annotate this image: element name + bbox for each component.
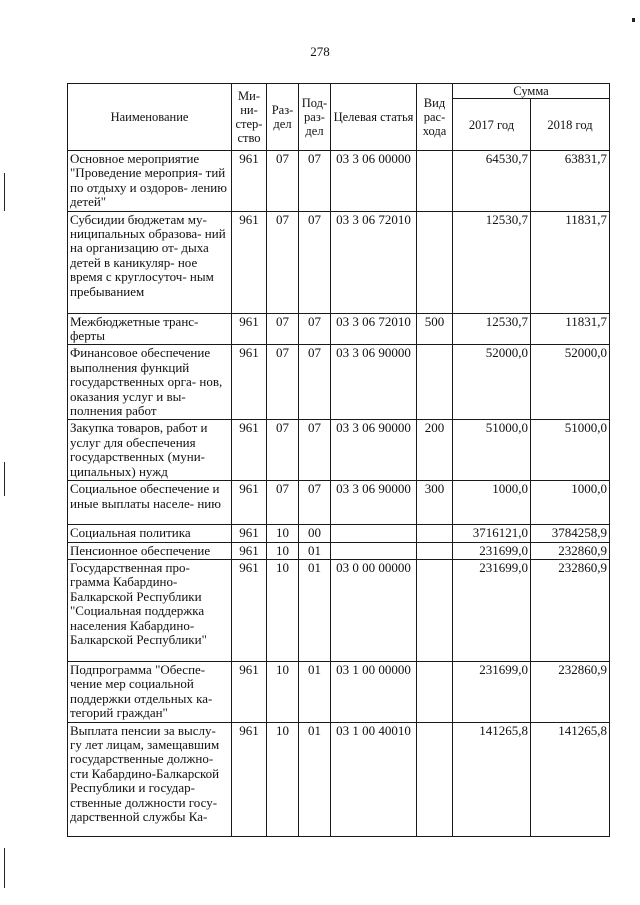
row-name-cell: Подпрограмма "Обеспе- чение мер социальной поддержки отдельных ка- тегорий граждан" — [68, 661, 232, 722]
row-name-cell: Финансовое обеспечение выполнения функций государственных орга- нов, оказания услуг и вы- полнения работ — [68, 345, 232, 420]
header-ministry: Ми- ни- стер- ство — [232, 84, 267, 151]
header-name: Наименование — [68, 84, 232, 151]
scan-mark-left-3 — [4, 848, 5, 888]
row-ministry-cell: 961 — [232, 525, 267, 542]
row-expense-type-cell: 300 — [417, 481, 453, 525]
row-amount-2018-cell: 11831,7 — [531, 313, 610, 345]
row-ministry-cell: 961 — [232, 559, 267, 661]
row-amount-2018-cell: 51000,0 — [531, 420, 610, 481]
row-amount-2017-cell: 141265,8 — [453, 722, 531, 836]
row-amount-2018-cell: 63831,7 — [531, 151, 610, 212]
row-name-cell: Основное мероприятие "Проведение мероприя- тий по отдыху и оздоров- лению детей" — [68, 151, 232, 212]
row-amount-2017-cell: 12530,7 — [453, 211, 531, 313]
row-name-cell: Выплата пенсии за выслу- гу лет лицам, замещавшим государственные должно- сти Кабардино-Балкарской Республики и государ- ственные должности госу- дарственной службы Ка- — [68, 722, 232, 836]
row-name-cell: Государственная про- грамма Кабардино- Балкарской Республики "Социальная поддержка населения Кабардино- Балкарской Республики" — [68, 559, 232, 661]
row-target-cell: 03 3 06 90000 — [331, 420, 417, 481]
row-expense-type-cell — [417, 661, 453, 722]
row-target-cell: 03 1 00 00000 — [331, 661, 417, 722]
table-row — [68, 151, 610, 212]
row-target-cell: 03 3 06 90000 — [331, 345, 417, 420]
row-section-cell: 10 — [267, 661, 299, 722]
row-name-cell: Социальное обеспечение и иные выплаты населе- нию — [68, 481, 232, 525]
row-subsection-cell: 01 — [299, 722, 331, 836]
row-name-cell: Социальная политика — [68, 525, 232, 542]
row-amount-2018-cell: 11831,7 — [531, 211, 610, 313]
row-amount-2017-cell: 3716121,0 — [453, 525, 531, 542]
table-row — [68, 313, 610, 345]
page-number: 278 — [310, 44, 330, 59]
row-amount-2017-cell: 1000,0 — [453, 481, 531, 525]
row-expense-type-cell — [417, 559, 453, 661]
row-name-cell: Субсидии бюджетам му- ниципальных образова- ний на организацию от- дыха детей в каникуляр- ное время с круглосуточ- ным пребыванием — [68, 211, 232, 313]
table-row — [68, 525, 610, 542]
row-amount-2017-cell: 52000,0 — [453, 345, 531, 420]
row-ministry-cell: 961 — [232, 345, 267, 420]
header-sum: Сумма — [453, 84, 610, 99]
scan-mark-left-2 — [4, 462, 5, 496]
row-ministry-cell: 961 — [232, 722, 267, 836]
header-expense-type: Вид рас- хода — [417, 84, 453, 151]
row-ministry-cell: 961 — [232, 151, 267, 212]
row-amount-2018-cell: 141265,8 — [531, 722, 610, 836]
row-target-cell — [331, 525, 417, 542]
row-amount-2018-cell: 52000,0 — [531, 345, 610, 420]
row-amount-2018-cell: 232860,9 — [531, 559, 610, 661]
row-section-cell: 07 — [267, 151, 299, 212]
row-amount-2017-cell: 51000,0 — [453, 420, 531, 481]
row-target-cell: 03 1 00 40010 — [331, 722, 417, 836]
header-year-2018: 2018 год — [531, 99, 610, 151]
row-target-cell — [331, 542, 417, 559]
table-row — [68, 481, 610, 525]
row-amount-2017-cell: 64530,7 — [453, 151, 531, 212]
scan-mark-left-1 — [4, 173, 5, 211]
row-expense-type-cell — [417, 151, 453, 212]
row-section-cell: 10 — [267, 722, 299, 836]
row-expense-type-cell: 500 — [417, 313, 453, 345]
row-amount-2017-cell: 12530,7 — [453, 313, 531, 345]
row-expense-type-cell — [417, 722, 453, 836]
row-subsection-cell: 07 — [299, 211, 331, 313]
row-expense-type-cell: 200 — [417, 420, 453, 481]
row-expense-type-cell — [417, 345, 453, 420]
row-amount-2018-cell: 232860,9 — [531, 542, 610, 559]
row-subsection-cell: 07 — [299, 420, 331, 481]
row-amount-2018-cell: 1000,0 — [531, 481, 610, 525]
row-amount-2017-cell: 231699,0 — [453, 661, 531, 722]
table-row — [68, 211, 610, 313]
row-amount-2018-cell: 232860,9 — [531, 661, 610, 722]
row-subsection-cell: 01 — [299, 661, 331, 722]
row-expense-type-cell — [417, 525, 453, 542]
row-subsection-cell: 01 — [299, 559, 331, 661]
table-row — [68, 420, 610, 481]
row-expense-type-cell — [417, 211, 453, 313]
row-subsection-cell: 07 — [299, 481, 331, 525]
row-ministry-cell: 961 — [232, 420, 267, 481]
row-section-cell: 10 — [267, 559, 299, 661]
header-subsection: Под- раз- дел — [299, 84, 331, 151]
row-name-cell: Пенсионное обеспечение — [68, 542, 232, 559]
row-target-cell: 03 0 00 00000 — [331, 559, 417, 661]
header-year-2017: 2017 год — [453, 99, 531, 151]
row-amount-2017-cell: 231699,0 — [453, 542, 531, 559]
table-row — [68, 722, 610, 836]
table-row — [68, 345, 610, 420]
row-ministry-cell: 961 — [232, 313, 267, 345]
row-section-cell: 10 — [267, 542, 299, 559]
row-ministry-cell: 961 — [232, 661, 267, 722]
row-ministry-cell: 961 — [232, 211, 267, 313]
row-section-cell: 07 — [267, 345, 299, 420]
row-section-cell: 07 — [267, 481, 299, 525]
row-subsection-cell: 01 — [299, 542, 331, 559]
row-target-cell: 03 3 06 72010 — [331, 211, 417, 313]
row-name-cell: Закупка товаров, работ и услуг для обеспечения государственных (муни- ципальных) нужд — [68, 420, 232, 481]
row-ministry-cell: 961 — [232, 542, 267, 559]
row-name-cell: Межбюджетные транс- ферты — [68, 313, 232, 345]
row-expense-type-cell — [417, 542, 453, 559]
table-body — [68, 151, 610, 837]
row-target-cell: 03 3 06 72010 — [331, 313, 417, 345]
row-ministry-cell: 961 — [232, 481, 267, 525]
scan-mark-top-right — [632, 18, 635, 22]
row-subsection-cell: 07 — [299, 345, 331, 420]
row-section-cell: 07 — [267, 211, 299, 313]
row-section-cell: 07 — [267, 420, 299, 481]
row-target-cell: 03 3 06 90000 — [331, 481, 417, 525]
budget-table — [67, 83, 610, 837]
row-amount-2018-cell: 3784258,9 — [531, 525, 610, 542]
row-subsection-cell: 00 — [299, 525, 331, 542]
header-section: Раз- дел — [267, 84, 299, 151]
row-section-cell: 07 — [267, 313, 299, 345]
row-target-cell: 03 3 06 00000 — [331, 151, 417, 212]
table-row — [68, 559, 610, 661]
table-row — [68, 542, 610, 559]
header-target: Целевая статья — [331, 84, 417, 151]
row-amount-2017-cell: 231699,0 — [453, 559, 531, 661]
table-row — [68, 661, 610, 722]
row-section-cell: 10 — [267, 525, 299, 542]
row-subsection-cell: 07 — [299, 313, 331, 345]
row-subsection-cell: 07 — [299, 151, 331, 212]
